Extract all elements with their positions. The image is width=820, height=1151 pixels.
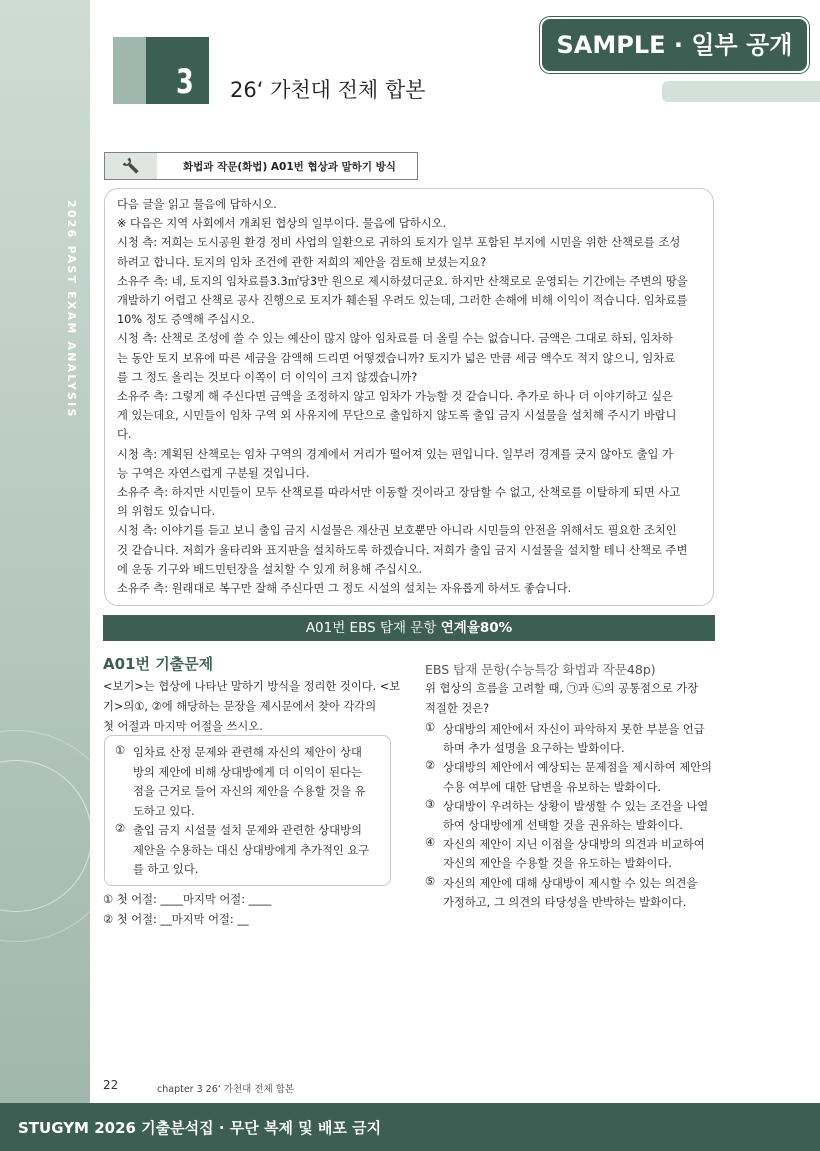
- bogi-text-line: 점을 근거로 들어 자신의 제안을 수용할 것을 유: [133, 785, 366, 798]
- bogi-text-line: 도하고 있다.: [133, 804, 195, 818]
- banner-label: A01번 EBS 탑재 문항: [305, 620, 441, 636]
- ebs-option-line: 가정하고, 그 의견의 타당성을 반박하는 발화이다.: [443, 895, 687, 909]
- passage-line: 하려고 합니다. 토지의 임차 조건에 관한 저희의 제안을 검토해 보셨는지요?: [117, 255, 487, 269]
- passage-line: 에 운동 기구와 배드민턴장을 설치할 수 있게 허용해 주십시오.: [117, 562, 423, 576]
- ebs-option-marker: ④: [425, 836, 436, 850]
- passage-line: 시청 측: 이야기를 듣고 보니 출입 금지 시설물은 재산권 보호뿐만 아니라 시민들의 안전을 위해서도 필요한 조치인: [117, 524, 677, 538]
- chapter-title: 26‘ 가천대 전체 합본: [230, 78, 426, 102]
- bogi-text-line: 를 하고 있다.: [133, 863, 199, 876]
- chapter-number: 3: [176, 62, 194, 102]
- topic-tag: [104, 152, 418, 180]
- running-footer-chapter: chapter 3 26‘ 가천대 전체 합본: [157, 1084, 295, 1095]
- ebs-option-line: 자신의 제안을 수용할 것을 유도하는 발화이다.: [443, 857, 672, 871]
- bogi-marker: ②: [115, 822, 126, 835]
- passage-box: [104, 188, 714, 606]
- ebs-option-marker: ⑤: [425, 874, 436, 888]
- answer-blank-line: ② 첫 어절: __마지막 어절: __: [103, 913, 249, 926]
- ebs-question-title: EBS 탑재 문항(수능특강 화법과 작문48p): [425, 662, 656, 677]
- ebs-option-marker: ①: [425, 721, 436, 734]
- question-title: A01번 기출문제: [103, 655, 214, 673]
- passage-line: ※ 다음은 지역 사회에서 개최된 협상의 일부이다. 물음에 답하시오.: [117, 217, 447, 231]
- passage-line: 개발하기 어렵고 산책로 공사 진행으로 토지가 훼손될 우려도 있는데, 그러한 손해에 비해 이익이 적습니다. 임차료를: [117, 294, 688, 307]
- answer-blank-line: ① 첫 어절: ____마지막 어절: ____: [103, 893, 272, 906]
- question-stem-line: 기>의①, ②에 해당하는 문장을 제시문에서 찾아 각각의: [103, 700, 377, 713]
- footer-bar: [0, 1103, 820, 1151]
- header-accent-bar: [662, 81, 820, 102]
- tag-icon-box: [105, 153, 157, 179]
- ebs-option-line: 하여 상대방에게 선택할 것을 권유하는 발화이다.: [443, 819, 683, 832]
- ebs-option-line: 자신의 제안에 대해 상대방이 제시할 수 있는 의견을: [443, 876, 698, 890]
- passage-line: 다.: [117, 428, 132, 442]
- passage-line: 게 있는데요, 시민들이 임차 구역 외 사유지에 무단으로 출입하지 않도록 출입 금지 시설물을 설치해 주시기 바랍니: [117, 409, 677, 423]
- passage-line: 소유주 측: 네, 토지의 임차료를3.3㎡당3만 원으로 제시하셨더군요. 하지만 산책로로 운영되는 기간에는 주변의 땅을: [117, 274, 688, 288]
- ebs-option-marker: ②: [425, 759, 436, 773]
- bogi-text-line: 출입 금지 시설물 설치 문제와 관련한 상대방의: [133, 824, 362, 837]
- bogi-marker: ①: [115, 744, 126, 757]
- bogi-text-line: 제안을 수용하는 대신 상대방에게 추가적인 요구: [133, 843, 370, 857]
- copyright-notice: STUGYM 2026 기출분석집 · 무단 복제 및 배포 금지: [18, 1119, 382, 1137]
- passage-line: 의 위험도 있습니다.: [117, 505, 216, 519]
- passage-line: 시청 측: 저희는 도시공원 환경 정비 사업의 일환으로 귀하의 토지가 일부 포함된 부지에 시민을 위한 산책로를 조성: [117, 236, 681, 250]
- bogi-text-line: 방의 제안에 비해 상대방에게 더 이익이 된다는: [133, 765, 362, 779]
- question-stem-line: 첫 어절과 마지막 어절을 쓰시오.: [103, 720, 263, 733]
- passage-line: 는 동안 토지 보유에 따른 세금을 감액해 드리면 어떻겠습니까? 토지가 넓은 만큼 세금 액수도 적지 않으니, 임차료: [117, 351, 676, 365]
- passage-line: 소유주 측: 하지만 시민들이 모두 산책로를 따라서만 이동할 것이라고 장담할 수 없고, 산책로를 이탈하게 되면 사고: [117, 486, 681, 499]
- passage-line: 소유주 측: 그렇게 해 주신다면 금액을 조정하지 않고 임차가 가능할 것 같습니다. 추가로 하나 더 이야기하고 싶은: [117, 390, 673, 403]
- ebs-option-line: 수용 여부에 대한 답변을 유보하는 발화이다.: [443, 780, 661, 794]
- sidebar: [0, 0, 90, 1151]
- ebs-option-line: 상대방의 제안에서 자신이 파악하지 못한 부분을 언급: [443, 723, 705, 736]
- passage-line: 능 구역은 자연스럽게 구분될 것입니다.: [117, 466, 310, 480]
- ebs-option-line: 하며 추가 설명을 요구하는 발화이다.: [443, 742, 625, 756]
- passage-line: 시청 측: 계획된 산책로는 임차 구역의 경계에서 거리가 떨어져 있는 편입니다. 일부러 경계를 긋지 않아도 출입 가: [117, 447, 673, 461]
- passage-line: 소유주 측: 원래대로 복구만 잘해 주신다면 그 정도 시설의 설치는 자유롭게 하셔도 좋습니다.: [117, 582, 572, 595]
- ebs-stem-line: 적절한 것은?: [425, 701, 490, 715]
- passage-line: 를 그 정도 올리는 것보다 이쪽이 더 이익이 크지 않겠습니까?: [117, 370, 418, 384]
- question-stem-line: <보기>는 협상에 나타난 말하기 방식을 정리한 것이다. <보: [103, 680, 401, 693]
- bogi-box: [104, 735, 391, 886]
- sample-badge: SAMPLE · 일부 공개: [540, 17, 809, 73]
- passage-line: 10% 정도 증액해 주십시오.: [117, 313, 255, 327]
- ebs-option-line: 상대방의 제안에서 예상되는 문제점을 제시하여 제안의: [443, 761, 712, 775]
- ebs-option-marker: ③: [425, 797, 436, 811]
- banner-rate: 연계율80%: [440, 620, 513, 636]
- passage-line: 시청 측: 산책로 조성에 쓸 수 있는 예산이 많지 않아 임차료를 더 올릴 수는 없습니다. 금액은 그대로 하되, 임차하: [117, 332, 673, 346]
- ebs-option-line: 자신의 제안이 지닌 이점을 상대방의 의견과 비교하여: [443, 838, 705, 852]
- ebs-stem-line: 위 협상의 흐름을 고려할 때, ㉠과 ㉡의 공통점으로 가장: [425, 682, 699, 695]
- ebs-option-line: 상대방이 우려하는 상황이 발생할 수 있는 조건을 나열: [443, 799, 709, 813]
- passage-line: 것 같습니다. 저희가 울타리와 표지판을 설치하도록 하겠습니다. 저희가 출입 금지 시설물을 설치할 테니 산책로 주변: [117, 543, 688, 557]
- topic-tag-label: 화법과 작문(화법) A01번 협상과 말하기 방식: [183, 161, 396, 173]
- page-number: 22: [103, 1078, 119, 1092]
- passage-line: 다음 글을 읽고 물음에 답하시오.: [117, 198, 277, 211]
- wrench-icon: [105, 153, 157, 179]
- vertical-series-label: 2026 PAST EXAM ANALYSIS: [65, 200, 78, 419]
- ebs-link-banner: [103, 615, 715, 641]
- bogi-text-line: 임차료 산정 문제와 관련해 자신의 제안이 상대: [133, 746, 362, 759]
